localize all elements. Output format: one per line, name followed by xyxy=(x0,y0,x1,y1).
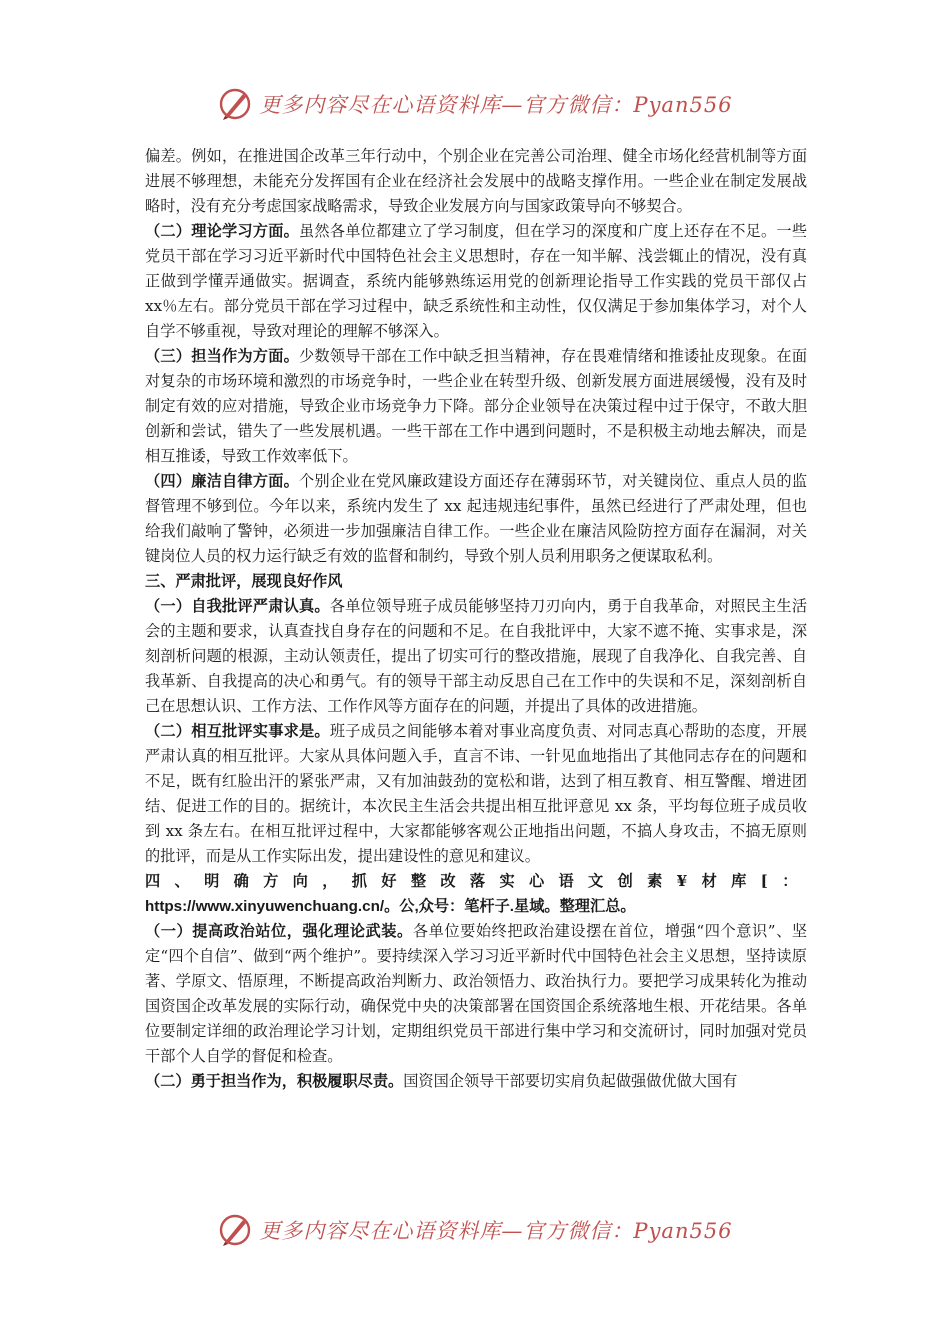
banner-text: 更多内容尽在心语资料库—官方微信：Pyan556 xyxy=(259,93,733,117)
header-banner xyxy=(0,80,950,128)
paragraph: 偏差。例如，在推进国企改革三年行动中，个别企业在完善公司治理、健全市场化经营机制等方面进展不够理想，未能充分发挥国有企业在经济社会发展中的战略支撑作用。一些企业在制定发展战略时，没有充分考虑国家战略需求，导致企业发展方向与国家政策导向不够契合。 xyxy=(145,147,807,215)
pen-logo-icon xyxy=(217,1212,253,1248)
paragraph-body: 班子成员之间能够本着对事业高度负责、对同志真心帮助的态度，开展严肃认真的相互批评。大家从具体问题入手，直言不讳、一针见血地指出了其他同志存在的问题和不足，既有红脸出汗的紧张严肃，又有加油鼓劲的宽松和谐，达到了相互教育、相互警醒、增进团结、促进工作的目的。据统计，本次民主生活会共提出相互批评意见 xx 条，平均每位班子成员收到 xx 条左右。在相互批评过程中，大家都能够客观公正地指出问题，不搞人身攻击，不搞无原则的批评，而是从工作实际出发，提出建设性的意见和建议。 xyxy=(145,722,808,865)
paragraph xyxy=(145,919,807,1069)
paragraph-body: 虽然各单位都建立了学习制度，但在学习的深度和广度上还存在不足。一些党员干部在学习习近平新时代中国特色社会主义思想时，存在一知半解、浅尝辄止的情况，没有真正做到学懂弄通做实。据调查，系统内能够熟练运用党的创新理论指导工作实践的党员干部仅占 xx％左右。部分党员干部在学习过程中，缺乏系统性和主动性，仅仅满足于参加集体学习，对个人自学不够重视，导致对理论的理解不够深入。 xyxy=(145,222,808,340)
section-heading-text: 四、明确方向，抓好整改落实心语文创素¥材库[： xyxy=(145,872,807,890)
paragraph xyxy=(145,219,807,344)
paragraph xyxy=(145,719,807,869)
paragraph-lead: （一）提高政治站位，强化理论武装。 xyxy=(145,922,413,940)
paragraph-body: 各单位要始终把政治建设摆在首位，增强“四个意识”、坚定“四个自信”、做到“两个维护”。要持续深入学习习近平新时代中国特色社会主义思想，坚持读原著、学原文、悟原理，不断提高政治判断力、政治领悟力、政治执行力。要把学习成果转化为推动国资国企改革发展的实际行动，确保党中央的决策部署在国资国企系统落地生根、开花结果。各单位要制定详细的政治理论学习计划，定期组织党员干部进行集中学习和交流研讨，同时加强对党员干部个人自学的督促和检查。 xyxy=(145,922,808,1065)
footer-banner xyxy=(0,1206,950,1254)
paragraph-body: 国资国企领导干部要切实肩负起做强做优做大国有 xyxy=(403,1072,738,1090)
paragraph-body: 各单位领导班子成员能够坚持刀刃向内，勇于自我革命，对照民主生活会的主题和要求，认真查找自身存在的问题和不足。在自我批评中，大家不遮不掩、实事求是，深刻剖析问题的根源，主动认领责任，提出了切实可行的整改措施，展现了自我净化、自我完善、自我革新、自我提高的决心和勇气。有的领导干部主动反思自己在工作中的失误和不足，深刻剖析自己在思想认识、工作方法、工作作风等方面存在的问题，并提出了具体的改进措施。 xyxy=(145,597,808,715)
pen-logo-icon xyxy=(217,86,253,122)
document-body xyxy=(145,144,807,1094)
paragraph xyxy=(145,594,807,719)
paragraph xyxy=(145,1069,807,1094)
paragraph-body: 个别企业在党风廉政建设方面还存在薄弱环节，对关键岗位、重点人员的监督管理不够到位。今年以来，系统内发生了 xx 起违规违纪事件，虽然已经进行了严肃处理，但也给我们敲响了警钟，必须进一步加强廉洁自律工作。一些企业在廉洁风险防控方面存在漏洞，对关键岗位人员的权力运行缺乏有效的监督和制约，导致个别人员利用职务之便谋取私利。 xyxy=(145,472,808,565)
section-heading: 三、严肃批评，展现良好作风 xyxy=(145,572,343,590)
paragraph-lead: （二）相互批评实事求是。 xyxy=(145,722,330,740)
paragraph-lead: （一）自我批评严肃认真。 xyxy=(145,597,330,615)
banner-text: 更多内容尽在心语资料库—官方微信：Pyan556 xyxy=(259,1219,733,1243)
paragraph-lead: （二）勇于担当作为，积极履职尽责。 xyxy=(145,1072,404,1090)
paragraph-lead: （四）廉洁自律方面。 xyxy=(145,472,300,490)
paragraph-lead: （三）担当作为方面。 xyxy=(145,347,300,365)
paragraph xyxy=(145,344,807,469)
paragraph-lead: （二）理论学习方面。 xyxy=(145,222,300,240)
section-heading xyxy=(145,869,807,919)
paragraph-body: 少数领导干部在工作中缺乏担当精神，存在畏难情绪和推诿扯皮现象。在面对复杂的市场环境和激烈的市场竞争时，一些企业在转型升级、创新发展方面进展缓慢，没有及时制定有效的应对措施，导致企业市场竞争力下降。部分企业领导在决策过程中过于保守，不敢大胆创新和尝试，错失了一些发展机遇。一些干部在工作中遇到问题时，不是积极主动地去解决，而是相互推诿，导致工作效率低下。 xyxy=(145,347,808,465)
source-link[interactable]: https://www.xinyuwenchuang.cn/。公,众号：笔杆子.星域。整理汇总。 xyxy=(145,898,636,915)
paragraph xyxy=(145,469,807,569)
